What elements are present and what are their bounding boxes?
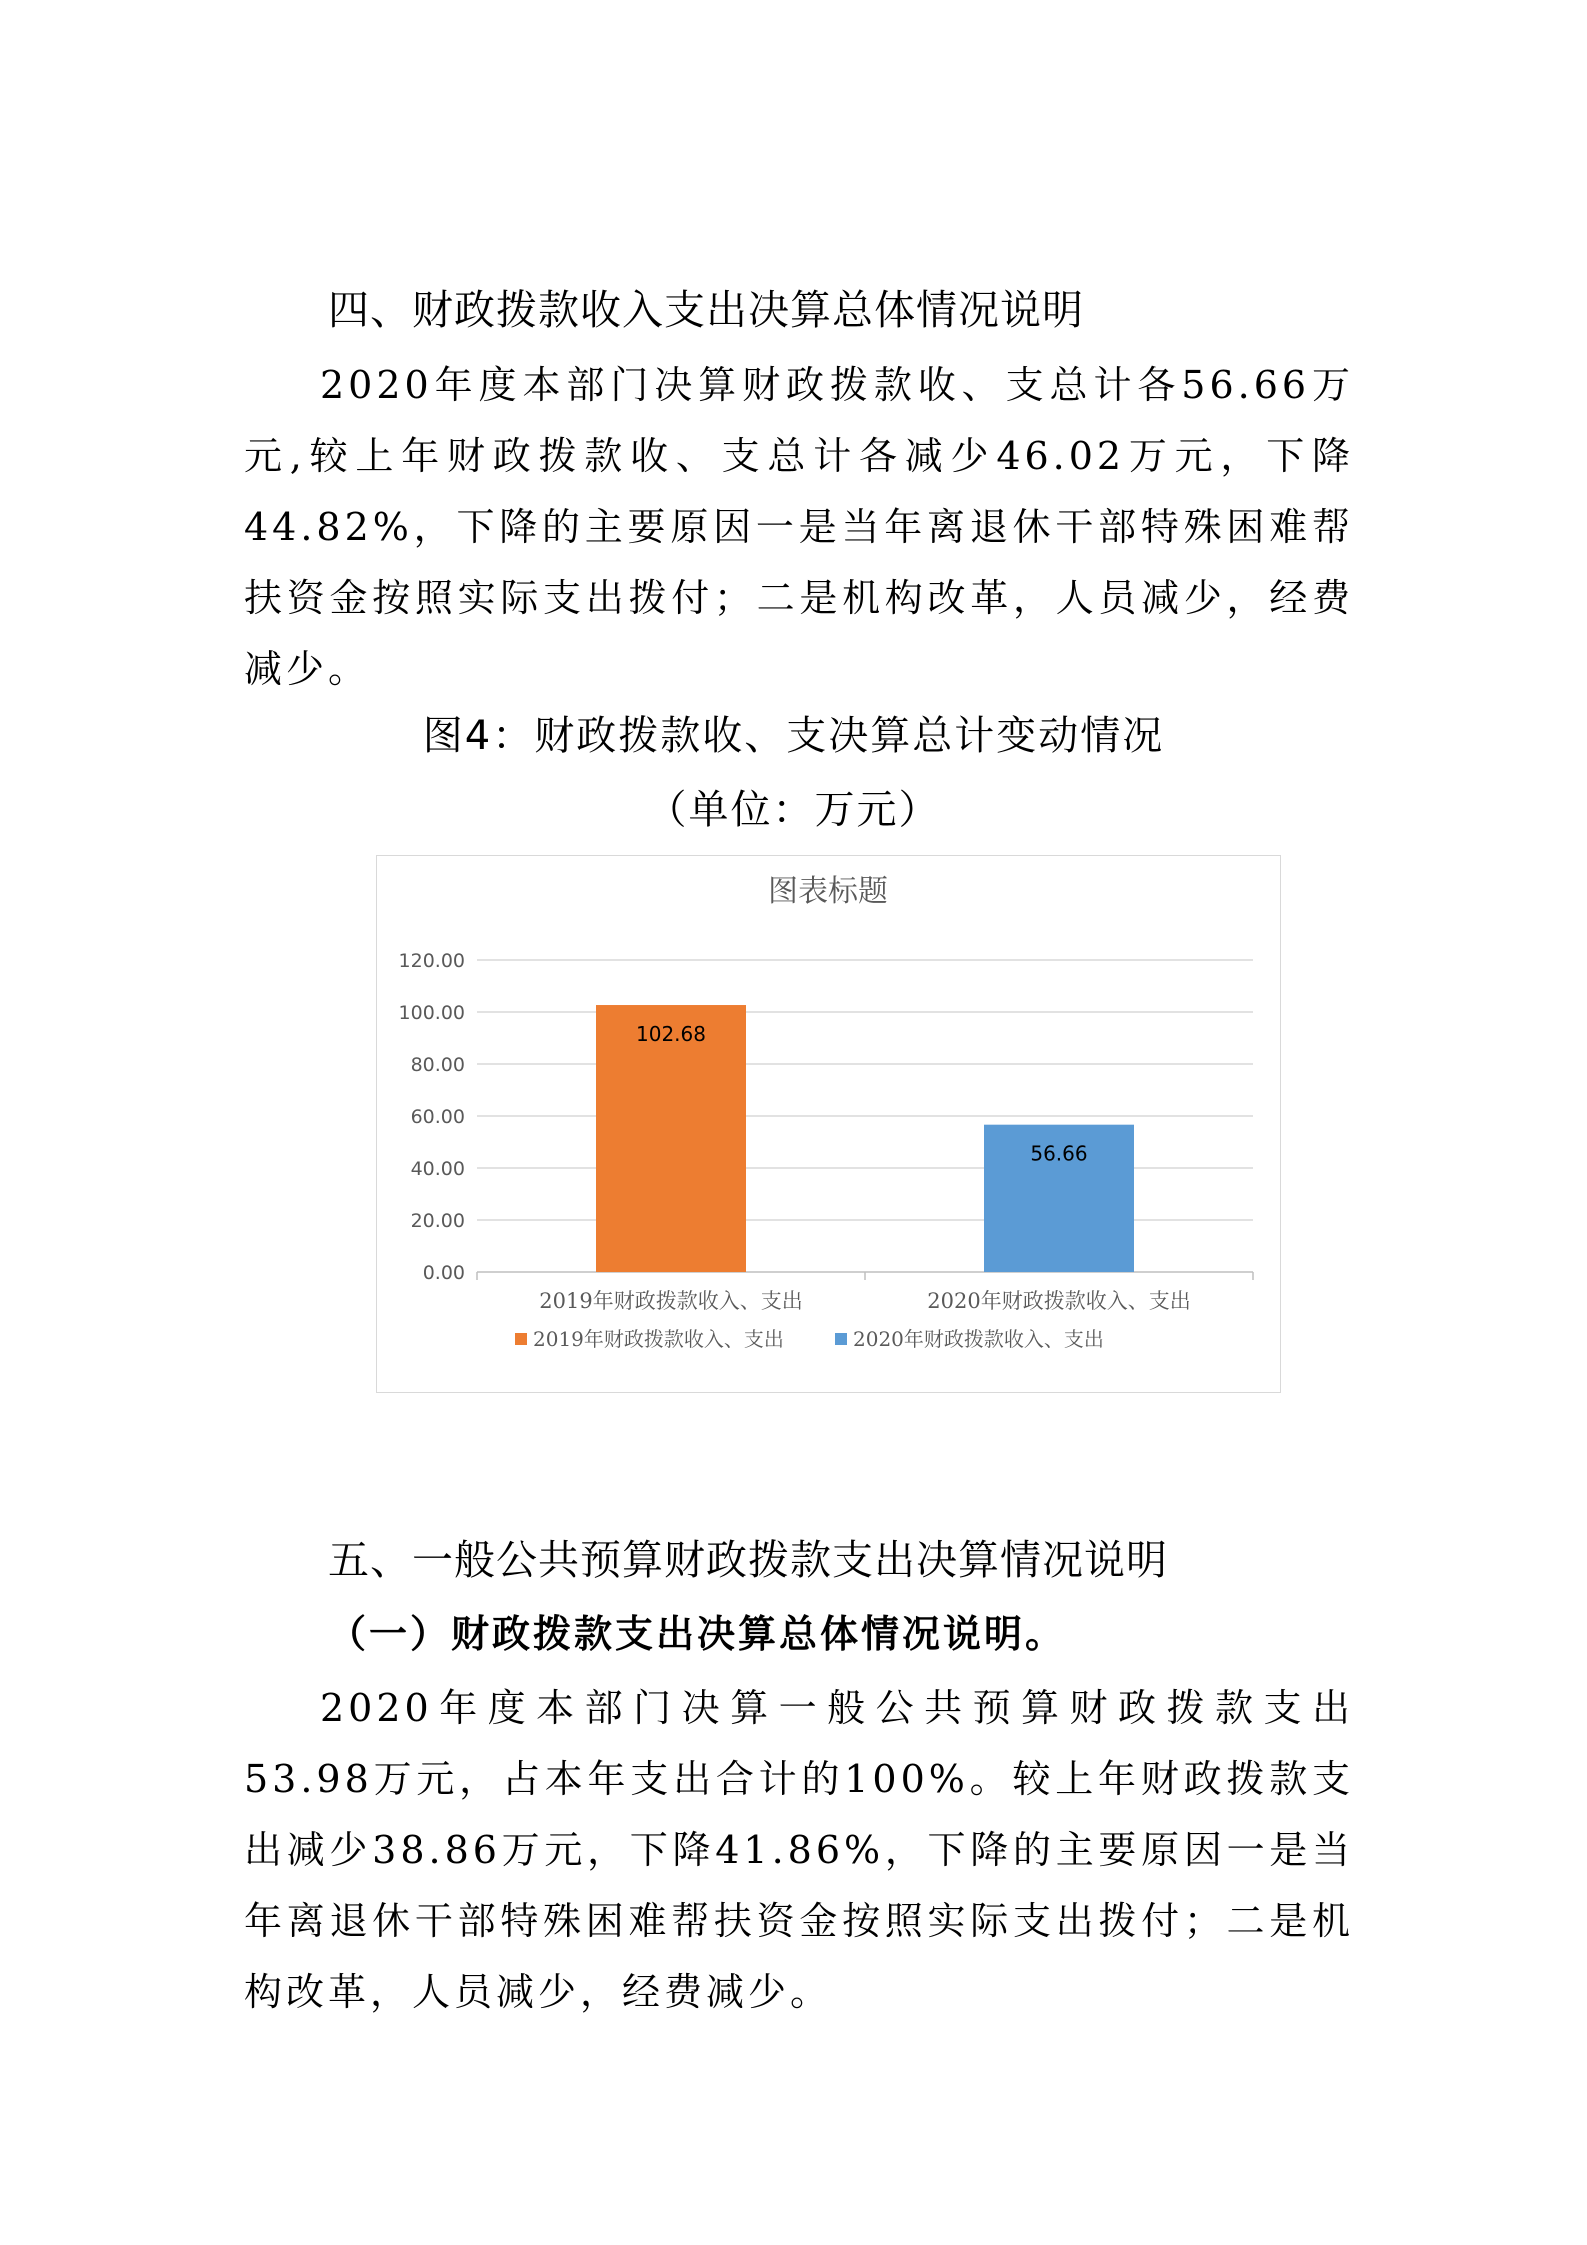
chart-title: 图表标题 xyxy=(768,874,888,909)
legend-swatch xyxy=(515,1333,527,1345)
y-tick-label: 60.00 xyxy=(410,1106,465,1128)
y-tick-label: 80.00 xyxy=(410,1054,465,1076)
data-label: 102.68 xyxy=(636,1022,706,1047)
bar-chart xyxy=(376,855,1281,1393)
figure4-caption: 图4：财政拨款收、支决算总计变动情况 xyxy=(422,713,1165,759)
section4-paragraph: 2020年度本部门决算财政拨款收、支总计各56.66万元,较上年财政拨款收、支总计各减少46.02万元，下降44.82%，下降的主要原因一是当年离退休干部特殊困难帮扶资金按照实际支出拨付；二是机构改革，人员减少，经费减少。 xyxy=(244,363,1354,691)
section5-heading: 五、一般公共预算财政拨款支出决算情况说明 xyxy=(328,1536,1168,1584)
section4-heading: 四、财政拨款收入支出决算总体情况说明 xyxy=(328,286,1084,334)
section5-paragraph: 2020年度本部门决算一般公共预算财政拨款支出53.98万元，占本年支出合计的100%。较上年财政拨款支出减少38.86万元，下降41.86%，下降的主要原因一是当年离退休干部特殊困难帮扶资金按照实际支出拨付；二是机构改革，人员减少，经费减少。 xyxy=(244,1686,1354,2014)
y-tick-label: 120.00 xyxy=(398,950,465,972)
legend-swatch xyxy=(835,1333,847,1345)
legend-label: 2019年财政拨款收入、支出 xyxy=(533,1327,784,1351)
y-tick-label: 100.00 xyxy=(398,1002,465,1024)
y-tick-label: 20.00 xyxy=(410,1210,465,1232)
y-tick-label: 40.00 xyxy=(410,1158,465,1180)
y-tick-label: 0.00 xyxy=(422,1262,465,1284)
legend-label: 2020年财政拨款收入、支出 xyxy=(853,1327,1104,1351)
section5-subheading: （一）财政拨款支出决算总体情况说明。 xyxy=(328,1612,1067,1656)
figure4-unit: （单位：万元） xyxy=(646,787,941,833)
chart-canvas xyxy=(377,856,1279,1391)
data-label: 56.66 xyxy=(1030,1141,1088,1166)
x-category-label: 2020年财政拨款收入、支出 xyxy=(927,1289,1191,1313)
x-category-label: 2019年财政拨款收入、支出 xyxy=(539,1289,803,1313)
